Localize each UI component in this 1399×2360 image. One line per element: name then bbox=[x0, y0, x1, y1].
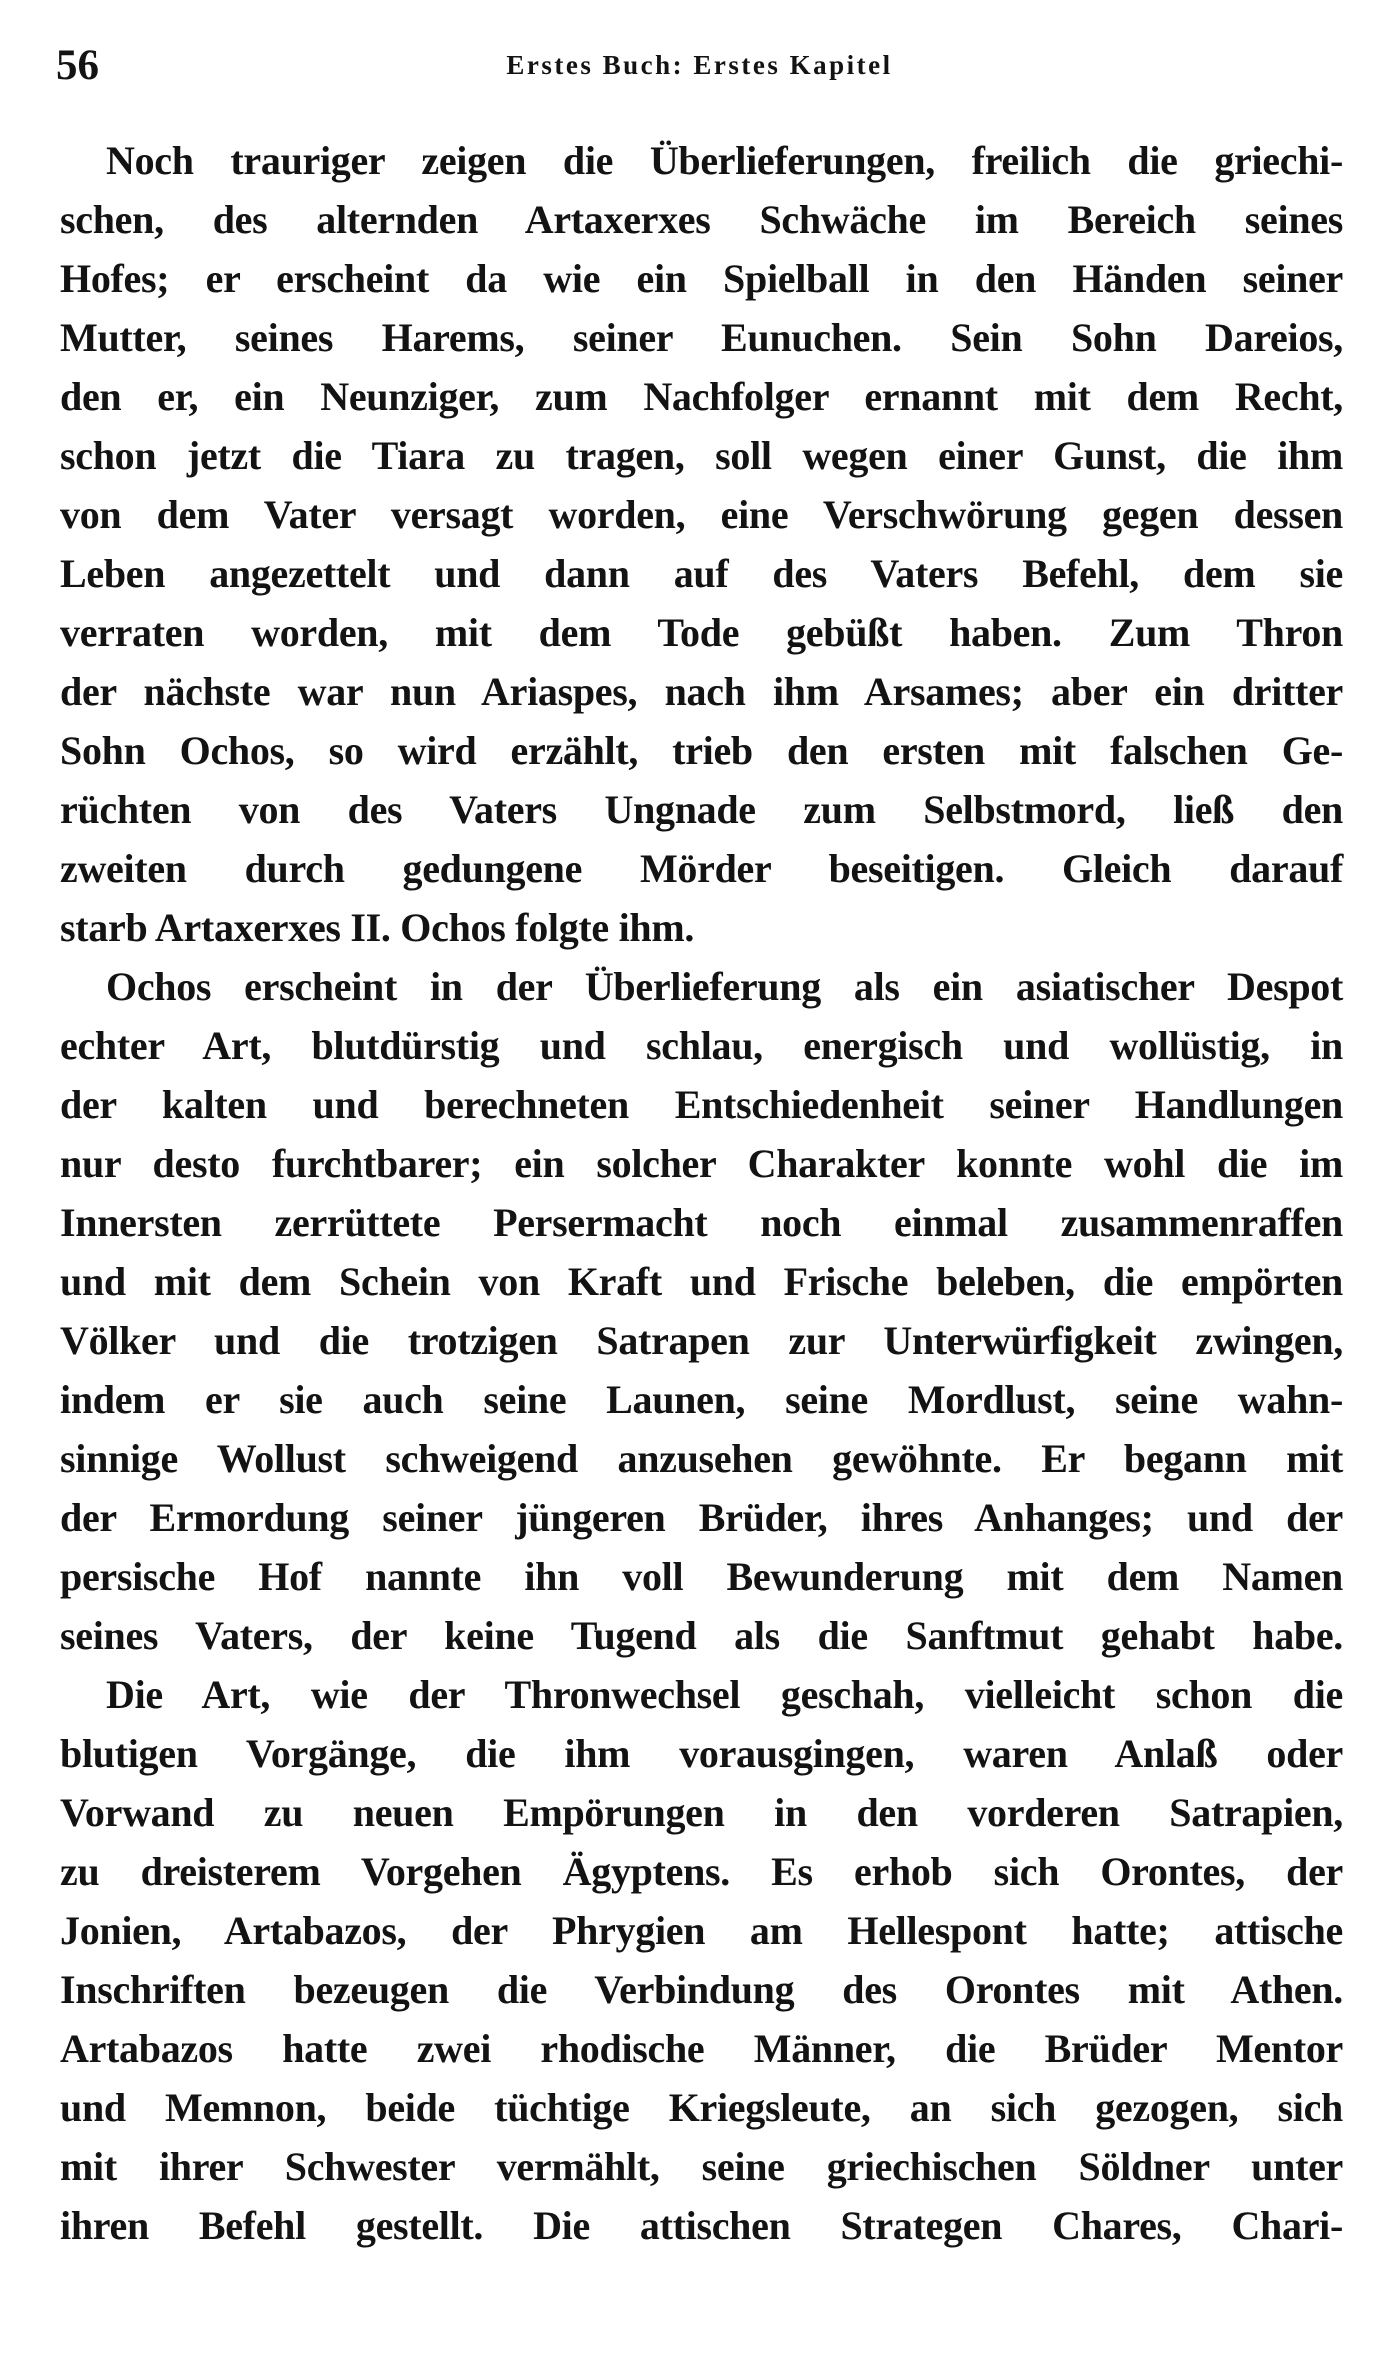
text-line: der Ermordung seiner jüngeren Brüder, ihres Anhanges; und der bbox=[60, 1495, 1343, 1540]
paragraph-2 bbox=[60, 957, 1343, 1665]
text-line: Hofes; er erscheint da wie ein Spielball in den Händen seiner bbox=[60, 256, 1343, 301]
text-line: Noch trauriger zeigen die Überlieferungen, freilich die griechi- bbox=[106, 138, 1343, 183]
paragraph-3 bbox=[60, 1665, 1343, 2255]
text-line: mit ihrer Schwester vermählt, seine griechischen Söldner unter bbox=[60, 2144, 1343, 2189]
text-line: persische Hof nannte ihn voll Bewunderung mit dem Namen bbox=[60, 1554, 1343, 1599]
text-line: Innersten zerrüttete Persermacht noch einmal zusammenraffen bbox=[60, 1200, 1343, 1245]
text-line: Sohn Ochos, so wird erzählt, trieb den ersten mit falschen Ge- bbox=[60, 728, 1343, 773]
text-line: zweiten durch gedungene Mörder beseitigen. Gleich darauf bbox=[60, 846, 1343, 891]
text-line: Mutter, seines Harems, seiner Eunuchen. Sein Sohn Dareios, bbox=[60, 315, 1343, 360]
text-line: ihren Befehl gestellt. Die attischen Strategen Chares, Chari- bbox=[60, 2203, 1343, 2248]
text-line: und Memnon, beide tüchtige Kriegsleute, an sich gezogen, sich bbox=[60, 2085, 1343, 2130]
text-line: Ochos erscheint in der Überlieferung als ein asiatischer Despot bbox=[106, 964, 1343, 1009]
text-line: zu dreisterem Vorgehen Ägyptens. Es erhob sich Orontes, der bbox=[60, 1849, 1343, 1894]
text-line: rüchten von des Vaters Ungnade zum Selbstmord, ließ den bbox=[60, 787, 1343, 832]
text-line: schon jetzt die Tiara zu tragen, soll wegen einer Gunst, die ihm bbox=[60, 433, 1343, 478]
page-number: 56 bbox=[56, 42, 99, 89]
text-line: echter Art, blutdürstig und schlau, energisch und wollüstig, in bbox=[60, 1023, 1343, 1068]
text-line: indem er sie auch seine Launen, seine Mordlust, seine wahn- bbox=[60, 1377, 1343, 1422]
text-line: Jonien, Artabazos, der Phrygien am Hellespont hatte; attische bbox=[60, 1908, 1343, 1953]
text-line: den er, ein Neunziger, zum Nachfolger ernannt mit dem Recht, bbox=[60, 374, 1343, 419]
text-line: und mit dem Schein von Kraft und Frische beleben, die empörten bbox=[60, 1259, 1343, 1304]
text-line: Die Art, wie der Thronwechsel geschah, vielleicht schon die bbox=[106, 1672, 1343, 1717]
body-text bbox=[60, 131, 1343, 2255]
text-line: Völker und die trotzigen Satrapen zur Unterwürfigkeit zwingen, bbox=[60, 1318, 1343, 1363]
text-line: verraten worden, mit dem Tode gebüßt haben. Zum Thron bbox=[60, 610, 1343, 655]
text-line: blutigen Vorgänge, die ihm vorausgingen, waren Anlaß oder bbox=[60, 1731, 1343, 1776]
text-line: schen, des alternden Artaxerxes Schwäche im Bereich seines bbox=[60, 197, 1343, 242]
text-line: von dem Vater versagt worden, eine Verschwörung gegen dessen bbox=[60, 492, 1343, 537]
paragraph-1 bbox=[60, 131, 1343, 957]
text-line: Inschriften bezeugen die Verbindung des Orontes mit Athen. bbox=[60, 1967, 1343, 2012]
text-line: Leben angezettelt und dann auf des Vaters Befehl, dem sie bbox=[60, 551, 1343, 596]
text-line: der kalten und berechneten Entschiedenheit seiner Handlungen bbox=[60, 1082, 1343, 1127]
text-line: nur desto furchtbarer; ein solcher Charakter konnte wohl die im bbox=[60, 1141, 1343, 1186]
text-line: der nächste war nun Ariaspes, nach ihm Arsames; aber ein dritter bbox=[60, 669, 1343, 714]
text-line: Artabazos hatte zwei rhodische Männer, die Brüder Mentor bbox=[60, 2026, 1343, 2071]
running-head: Erstes Buch: Erstes Kapitel bbox=[506, 50, 893, 80]
text-line: seines Vaters, der keine Tugend als die Sanftmut gehabt habe. bbox=[60, 1613, 1343, 1658]
text-line: starb Artaxerxes II. Ochos folgte ihm. bbox=[60, 905, 695, 950]
text-line: Vorwand zu neuen Empörungen in den vorderen Satrapien, bbox=[60, 1790, 1343, 1835]
text-line: sinnige Wollust schweigend anzusehen gewöhnte. Er begann mit bbox=[60, 1436, 1343, 1481]
